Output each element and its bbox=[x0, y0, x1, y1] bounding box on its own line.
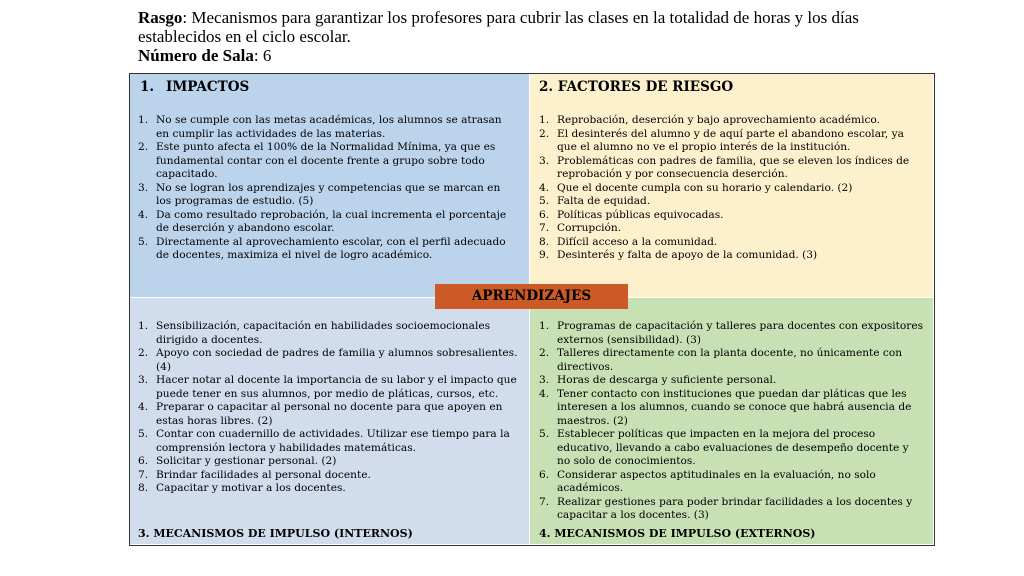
list-item-number: 4. bbox=[539, 387, 550, 400]
list-item bbox=[539, 222, 927, 236]
list-item bbox=[138, 482, 518, 496]
list-item-number: 3. bbox=[138, 374, 149, 386]
list-item-text: No se logran los aprendizajes y competencias que se marcan en los programas de estudio. (5) bbox=[156, 181, 501, 207]
list-item-number: 1. bbox=[138, 320, 149, 332]
list-item-number: 2. bbox=[539, 347, 550, 359]
list-item-number: 1. bbox=[539, 320, 550, 332]
list-item-text: Desinterés y falta de apoyo de la comunidad. (3) bbox=[557, 249, 818, 261]
list-item-text: Contar con cuadernillo de actividades. Utilizar ese tiempo para la comprensión lectora y habilidades matemáticas. bbox=[156, 428, 510, 454]
list-item bbox=[539, 236, 927, 250]
list-item-number: 2. bbox=[539, 127, 550, 140]
mecanismos-internos-title: 3. MECANISMOS DE IMPULSO (INTERNOS) bbox=[138, 526, 413, 540]
list-item-text: Apoyo con sociedad de padres de familia y alumnos sobresalientes. (4) bbox=[156, 347, 518, 373]
impactos-title: 1. IMPACTOS bbox=[140, 79, 250, 95]
list-item-text: Solicitar y gestionar personal. (2) bbox=[156, 455, 337, 467]
list-item-text: Hacer notar al docente la importancia de su labor y el impacto que puede tener en sus alumnos, por medio de pláticas, cursos, etc. bbox=[156, 374, 517, 400]
list-item bbox=[539, 347, 925, 374]
list-item-number: 5. bbox=[138, 235, 149, 248]
list-item-text: Políticas públicas equivocadas. bbox=[557, 208, 724, 221]
sala-line bbox=[138, 46, 938, 65]
slide-header bbox=[138, 8, 938, 65]
list-item-number: 8. bbox=[138, 482, 149, 494]
list-item-text: Problemáticas con padres de familia, que se eleven los índices de reprobación y por consecuencia deserción. bbox=[557, 154, 910, 180]
list-item-text: Talleres directamente con la planta docente, no únicamente con directivos. bbox=[557, 347, 903, 373]
list-item bbox=[539, 388, 925, 429]
list-item-text: Capacitar y motivar a los docentes. bbox=[156, 482, 346, 494]
list-item bbox=[539, 320, 925, 347]
list-item-text: Falta de equidad. bbox=[557, 195, 651, 207]
list-item bbox=[539, 374, 925, 388]
list-item-number: 6. bbox=[539, 468, 550, 481]
list-item-text: No se cumple con las metas académicas, los alumnos se atrasan en cumplir las actividades de las materias. bbox=[156, 114, 502, 140]
impactos-quadrant bbox=[130, 74, 530, 298]
list-item bbox=[138, 428, 518, 455]
mecanismos-externos-list bbox=[539, 320, 925, 523]
rasgo-line bbox=[138, 8, 938, 46]
list-item bbox=[539, 182, 927, 196]
list-item-text: Da como resultado reprobación, la cual incrementa el porcentaje de deserción y abandono escolar. bbox=[156, 208, 507, 234]
list-item-number: 3. bbox=[138, 181, 149, 194]
sala-label: Número de Sala bbox=[138, 46, 254, 65]
list-item-number: 3. bbox=[539, 374, 550, 386]
list-item-number: 4. bbox=[138, 401, 149, 413]
list-item-number: 7. bbox=[138, 468, 149, 481]
list-item-text: Este punto afecta el 100% de la Normalidad Mínima, ya que es fundamental contar con el docente frente a grupo sobre todo capacitado. bbox=[156, 141, 496, 180]
list-item bbox=[539, 128, 927, 155]
mecanismos-internos-list bbox=[138, 320, 518, 496]
list-item bbox=[539, 114, 927, 128]
list-item-number: 4. bbox=[539, 181, 550, 194]
list-item-number: 1. bbox=[539, 114, 550, 126]
list-item-text: Programas de capacitación y talleres para docentes con expositores externos (sensibilidad). (3) bbox=[557, 320, 924, 346]
factores-riesgo-title: 2. FACTORES DE RIESGO bbox=[539, 79, 734, 95]
rasgo-label: Rasgo bbox=[138, 8, 183, 27]
list-item-text: El desinterés del alumno y de aquí parte el abandono escolar, ya que el alumno no ve el propio interés de la institución. bbox=[557, 127, 904, 153]
list-item-number: 3. bbox=[539, 154, 550, 167]
list-item-number: 8. bbox=[539, 235, 550, 248]
impactos-list bbox=[138, 114, 510, 263]
list-item-text: Reprobación, deserción y bajo aprovechamiento académico. bbox=[557, 114, 880, 126]
list-item-number: 6. bbox=[138, 455, 149, 467]
list-item-number: 1. bbox=[138, 114, 149, 126]
list-item bbox=[138, 374, 518, 401]
rasgo-text: : Mecanismos para garantizar los profesores para cubrir las clases en la totalidad de horas y los días establecidos en el ciclo escolar. bbox=[138, 8, 859, 46]
mecanismos-internos-quadrant bbox=[130, 298, 530, 544]
quadrant-grid bbox=[129, 73, 935, 546]
list-item-number: 7. bbox=[539, 495, 550, 508]
list-item bbox=[539, 469, 925, 496]
list-item-text: Tener contacto con instituciones que puedan dar pláticas que les interesen a los alumnos, cuando se conoce que habrá ausencia de maestros. (2) bbox=[557, 387, 912, 427]
list-item-number: 4. bbox=[138, 208, 149, 221]
list-item bbox=[138, 114, 510, 141]
sala-value: : 6 bbox=[253, 46, 272, 65]
list-item bbox=[539, 209, 927, 223]
list-item-text: Considerar aspectos aptitudinales en la evaluación, no solo académicos. bbox=[557, 468, 876, 494]
list-item bbox=[138, 455, 518, 469]
list-item-number: 6. bbox=[539, 208, 550, 221]
list-item-text: Que el docente cumpla con su horario y calendario. (2) bbox=[557, 181, 853, 194]
list-item bbox=[539, 195, 927, 209]
list-item bbox=[539, 496, 925, 523]
list-item-number: 2. bbox=[138, 141, 149, 153]
list-item-number: 9. bbox=[539, 249, 550, 261]
mecanismos-externos-quadrant bbox=[530, 298, 933, 544]
list-item-number: 7. bbox=[539, 222, 550, 234]
list-item-number: 5. bbox=[539, 428, 550, 440]
aprendizajes-badge: APRENDIZAJES bbox=[435, 284, 628, 309]
list-item bbox=[539, 428, 925, 469]
list-item bbox=[138, 320, 518, 347]
list-item-text: Corrupción. bbox=[557, 222, 622, 234]
factores-riesgo-list bbox=[539, 114, 927, 263]
list-item bbox=[138, 347, 518, 374]
list-item-text: Difícil acceso a la comunidad. bbox=[557, 235, 718, 248]
list-item bbox=[138, 209, 510, 236]
list-item bbox=[539, 155, 927, 182]
mecanismos-externos-title: 4. MECANISMOS DE IMPULSO (EXTERNOS) bbox=[539, 526, 816, 540]
list-item bbox=[539, 249, 927, 263]
list-item-number: 2. bbox=[138, 347, 149, 359]
list-item-number: 5. bbox=[138, 428, 149, 440]
list-item bbox=[138, 236, 510, 263]
list-item-text: Realizar gestiones para poder brindar facilidades a los docentes y capacitar a los docentes. (3) bbox=[557, 495, 913, 521]
list-item-text: Horas de descarga y suficiente personal. bbox=[557, 374, 777, 386]
list-item-text: Directamente al aprovechamiento escolar, con el perfil adecuado de docentes, maximiza el nivel de logro académico. bbox=[156, 235, 506, 261]
list-item-number: 5. bbox=[539, 195, 550, 207]
list-item bbox=[138, 401, 518, 428]
list-item-text: Preparar o capacitar al personal no docente para que apoyen en estas horas libres. (2) bbox=[156, 401, 503, 427]
list-item-text: Brindar facilidades al personal docente. bbox=[156, 468, 371, 481]
list-item bbox=[138, 182, 510, 209]
list-item-text: Establecer políticas que impacten en la mejora del proceso educativo, llevando a cabo evaluaciones de desempeño docente y no solo de conocimientos. bbox=[557, 428, 909, 467]
list-item bbox=[138, 141, 510, 182]
factores-riesgo-quadrant bbox=[530, 74, 933, 298]
list-item bbox=[138, 469, 518, 483]
list-item-text: Sensibilización, capacitación en habilidades socioemocionales dirigido a docentes. bbox=[156, 320, 491, 346]
